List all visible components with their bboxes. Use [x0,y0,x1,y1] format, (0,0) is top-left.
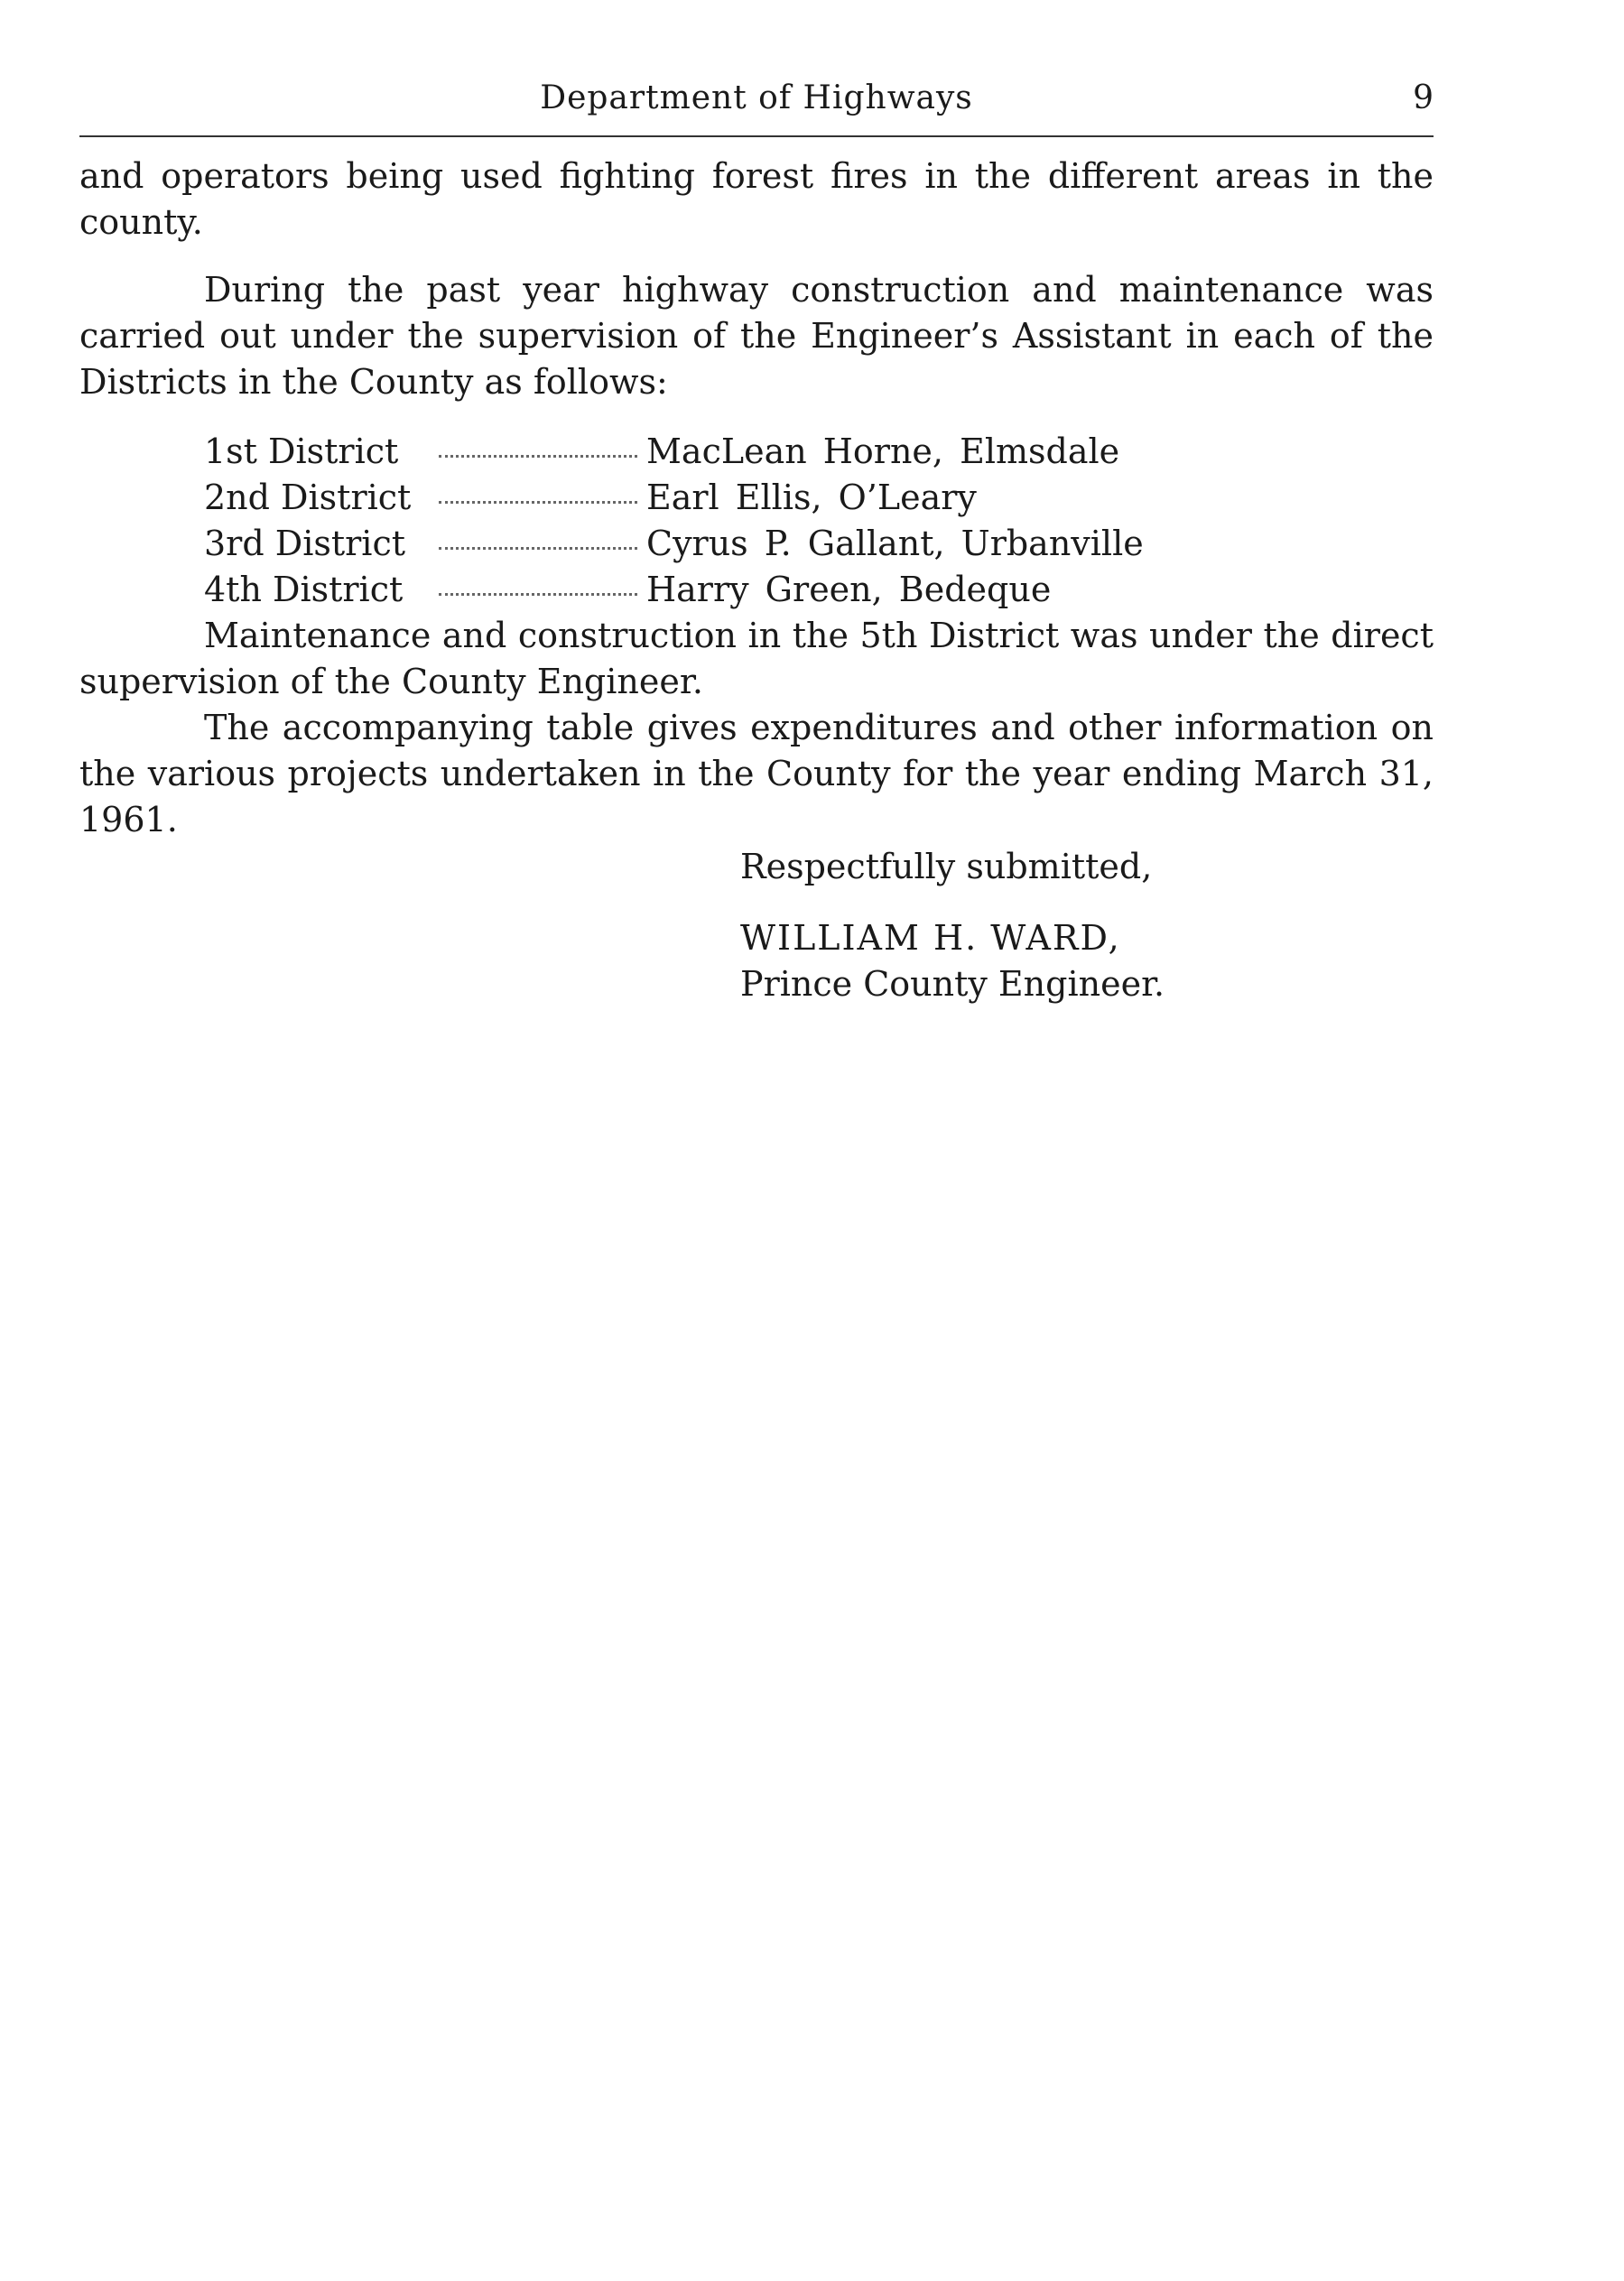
running-title: Department of Highways [540,79,973,116]
page-number: 9 [1413,79,1434,116]
paragraph-continued: and operators being used fighting forest fires in the different areas in the county. [79,156,1434,242]
signer-title: Prince County Engineer. [740,964,1165,1004]
body-text [79,153,1434,843]
signature-block [740,844,1165,1007]
district-assistant: MacLean Horne, Elmsdale [646,431,1120,471]
district-row [204,429,1434,475]
header-rule [79,135,1434,137]
dot-leader [439,593,637,596]
dot-leader [439,547,637,550]
paragraph-fifth-district: Maintenance and construction in the 5th District was under the direct supervision of the County Engineer. [79,616,1434,701]
district-assistant: Earl Ellis, O’Leary [646,478,977,517]
district-assistant: Cyrus P. Gallant, Urbanville [646,524,1144,563]
signer-name: WILLIAM H. WARD, [740,918,1121,958]
dot-leader [439,455,637,458]
paragraph-supervision: During the past year highway construction and maintenance was carried out under the supervision of the Engineer’s Assistant in each of the Districts in the County as follows: [79,270,1434,402]
district-row [204,567,1434,613]
district-list [79,429,1434,613]
district-row [204,521,1434,567]
district-name: 3rd District [204,524,406,563]
district-name: 2nd District [204,478,412,517]
district-assistant: Harry Green, Bedeque [646,570,1052,609]
dot-leader [439,501,637,504]
district-name: 1st District [204,431,399,471]
page-header [79,79,1434,134]
paragraph-accompanying-table: The accompanying table gives expenditures and other information on the various projects undertaken in the County for the year ending March 31, 1961. [79,708,1434,839]
district-name: 4th District [204,570,404,609]
district-row [204,475,1434,521]
closing-line: Respectfully submitted, [740,847,1153,886]
